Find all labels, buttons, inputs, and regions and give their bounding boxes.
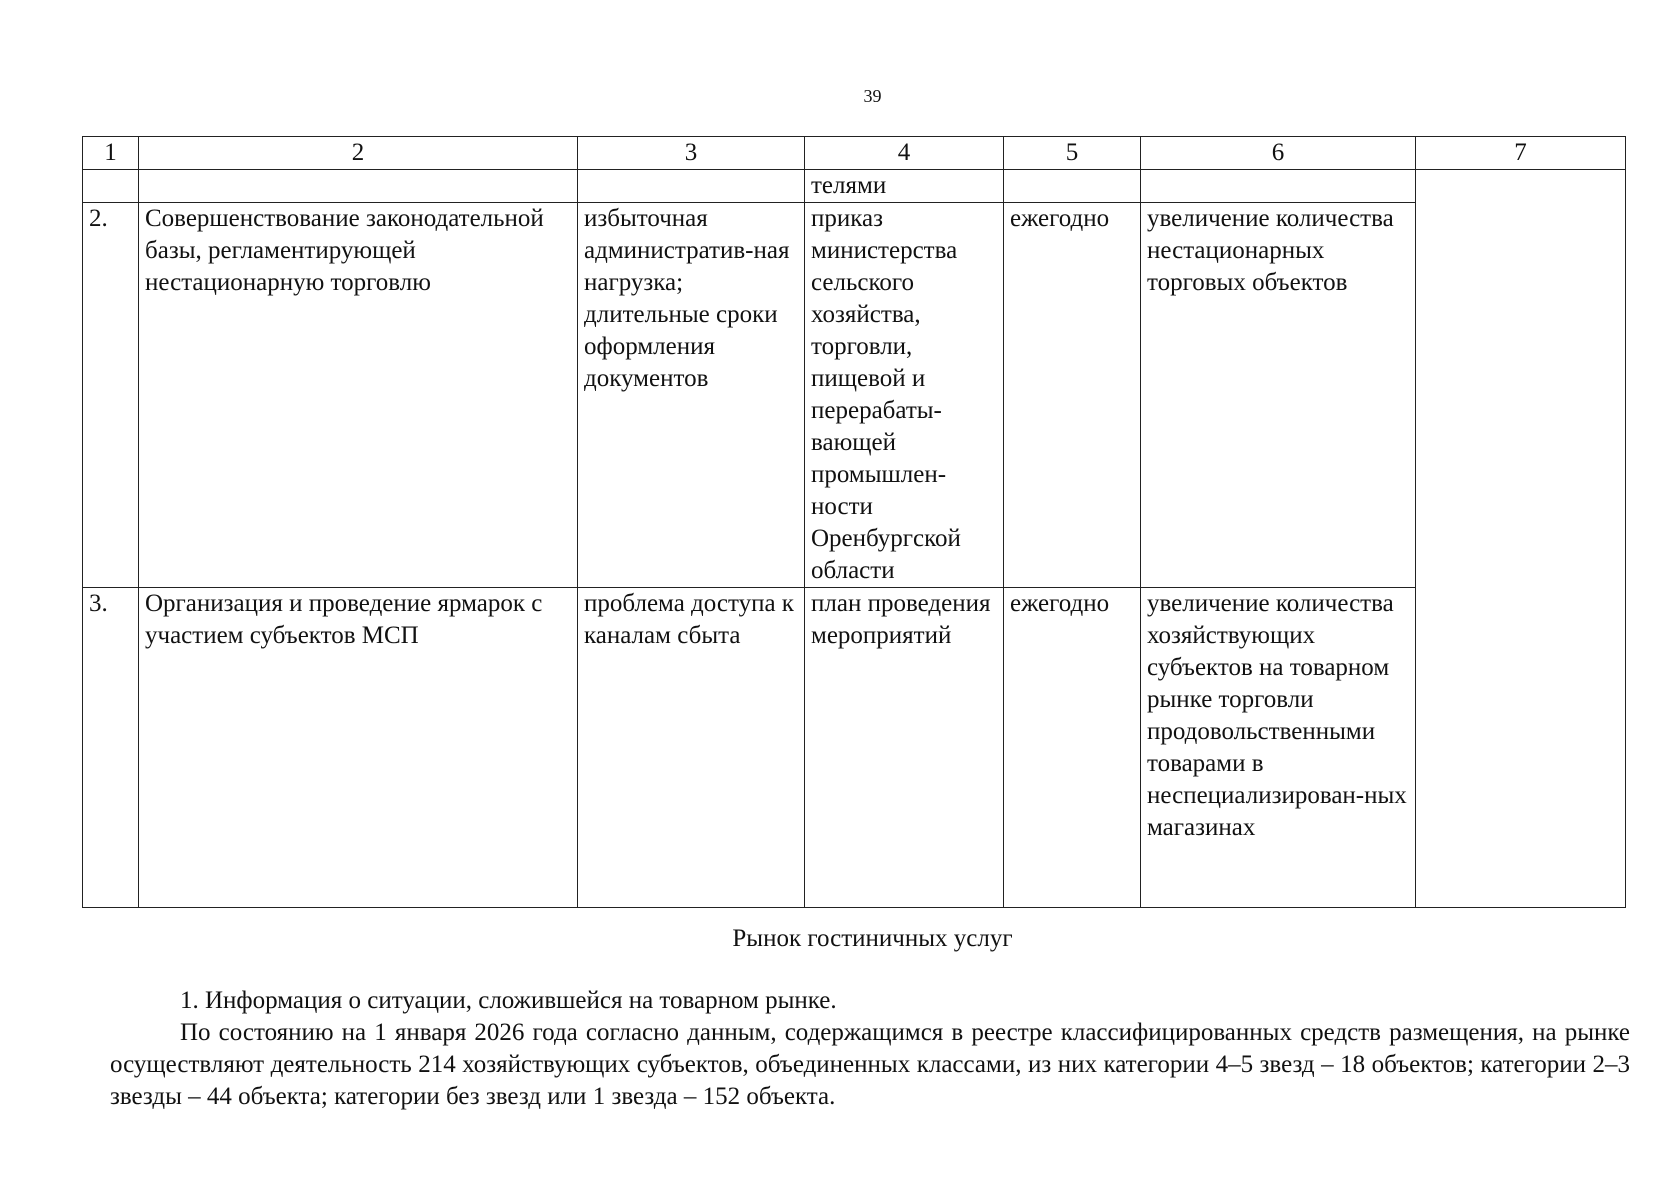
column-number-cell: 2 [139, 137, 578, 170]
measures-table [82, 136, 1626, 908]
result-cell: увеличение количества нестационарных торговых объектов [1141, 203, 1416, 588]
section-title: Рынок гостиничных услуг [732, 925, 1013, 952]
document-cell: приказ министерства сельского хозяйства, торговли, пищевой и перерабаты-вающей промышлен-ности Оренбургской области [805, 203, 1004, 588]
measure-cell: Совершенствование законодательной базы, регламентирующей нестационарную торговлю [139, 203, 578, 588]
term-cell: ежегодно [1004, 203, 1141, 588]
row-number: 2. [83, 203, 139, 588]
column-7-empty-cell [1416, 170, 1626, 908]
column-number-cell: 6 [1141, 137, 1416, 170]
table-cell [1141, 170, 1416, 203]
column-number-cell: 5 [1004, 137, 1141, 170]
table-cell [139, 170, 578, 203]
column-number-cell: 7 [1416, 137, 1626, 170]
problem-cell: проблема доступа к каналам сбыта [578, 588, 805, 908]
table-cell: телями [805, 170, 1004, 203]
paragraph: По состоянию на 1 января 2026 года согласно данным, содержащимся в реестре классифицированных средств размещения, на рынке осуществляют деятельность 214 хозяйствующих субъектов, объединенных классами, из них категории 4–5 звезд – 18 объектов; категории 2–3 звезды – 44 объекта; категории без звезд или 1 звезда – 152 объекта. [110, 1019, 1630, 1110]
table-row [83, 203, 1626, 588]
table-continuation-row [83, 170, 1626, 203]
document-cell: план проведения мероприятий [805, 588, 1004, 908]
table-cell [1004, 170, 1141, 203]
row-number: 3. [83, 588, 139, 908]
measure-cell: Организация и проведение ярмарок с участием субъектов МСП [139, 588, 578, 908]
column-number-cell: 3 [578, 137, 805, 170]
table-row [83, 588, 1626, 908]
term-cell: ежегодно [1004, 588, 1141, 908]
result-cell: увеличение количества хозяйствующих субъектов на товарном рынке торговли продовольственными товарами в неспециализирован-ных магазинах [1141, 588, 1416, 908]
table-header-row [83, 137, 1626, 170]
page-number: 39 [863, 86, 882, 106]
column-number-cell: 1 [83, 137, 139, 170]
paragraph: 1. Информация о ситуации, сложившейся на товарном рынке. [180, 987, 837, 1014]
problem-cell: избыточная административ-ная нагрузка; длительные сроки оформления документов [578, 203, 805, 588]
column-number-cell: 4 [805, 137, 1004, 170]
table-cell [83, 170, 139, 203]
table-cell [578, 170, 805, 203]
